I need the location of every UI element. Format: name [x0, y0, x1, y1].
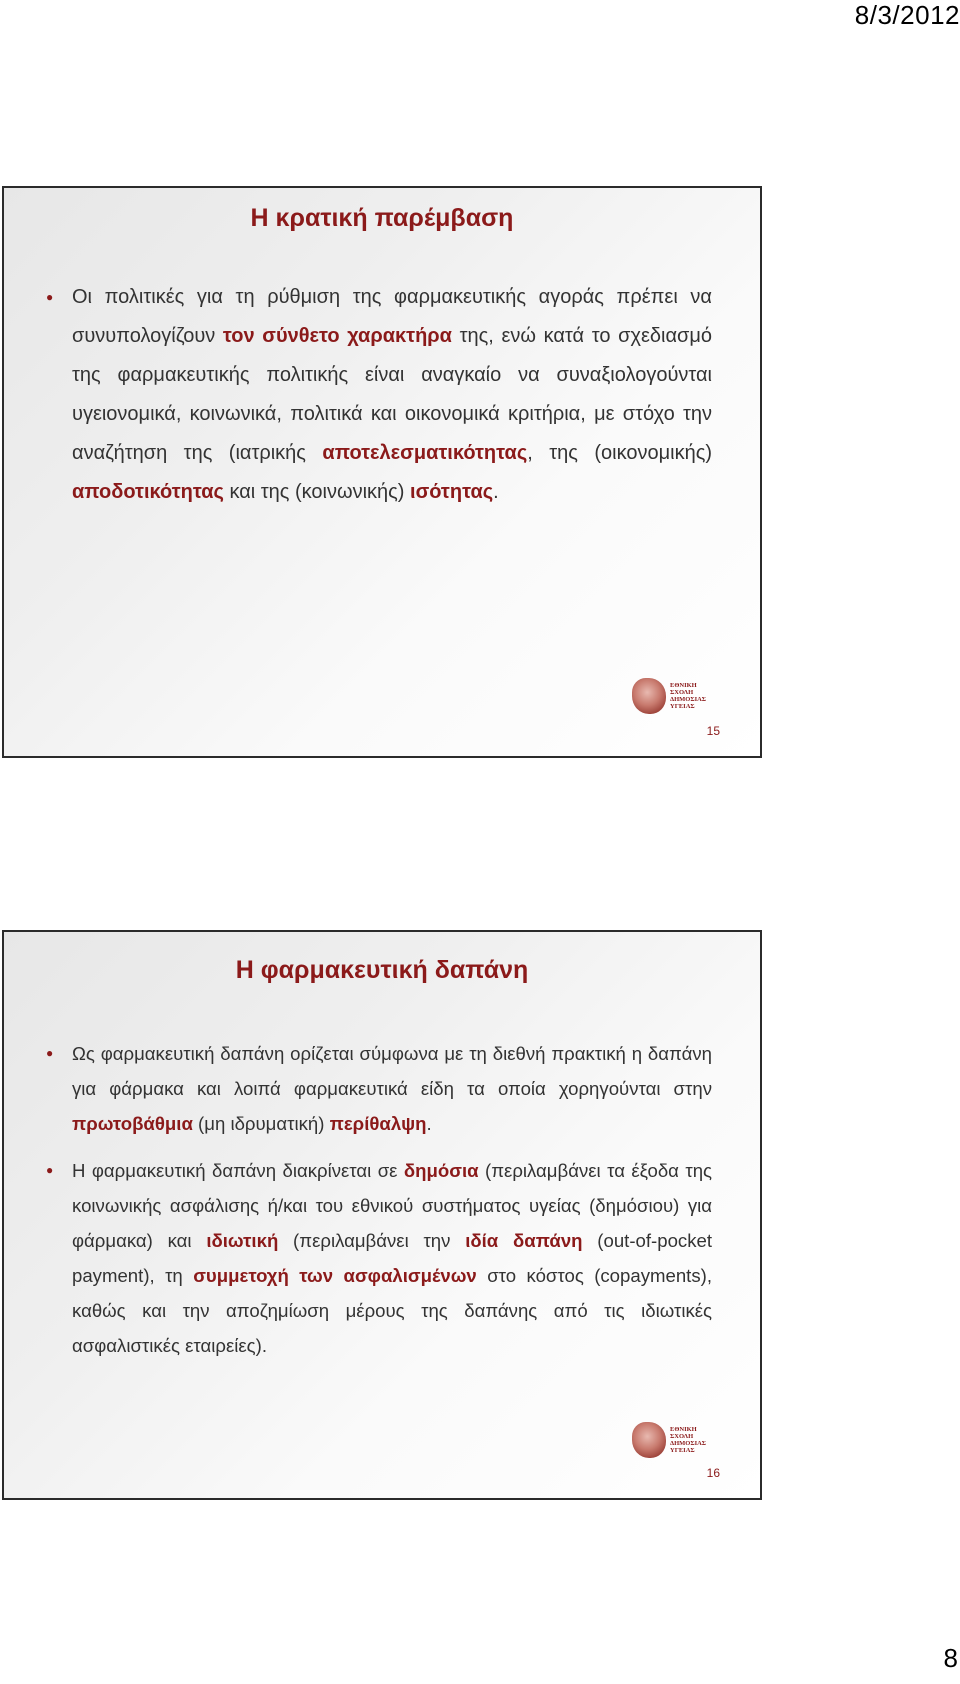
highlighted-term: περίθαλψη	[329, 1113, 427, 1134]
highlighted-term: ιδιωτική	[206, 1230, 279, 1251]
bullet-icon: ●	[46, 290, 54, 304]
logo-text	[670, 1426, 706, 1454]
slide-number: 16	[706, 1466, 720, 1480]
bullet-item	[42, 1153, 712, 1363]
slide-16	[2, 930, 762, 1500]
bullet-item	[42, 1036, 712, 1141]
logo-text-line: ΥΓΕΙΑΣ	[670, 703, 695, 710]
highlighted-term: ιδία δαπάνη	[465, 1230, 583, 1251]
text-run: Οι πολιτικές για τη ρύθμιση της φαρμακευτικής αγοράς πρέπει να συνυπολογίζουν	[72, 286, 712, 347]
highlighted-term: τον σύνθετο χαρακτήρα	[222, 325, 452, 347]
highlighted-term: ισότητας	[410, 481, 494, 503]
page-date: 8/3/2012	[854, 0, 960, 30]
highlighted-term: αποτελεσματικότητας	[322, 442, 528, 464]
bullet-list	[42, 278, 712, 512]
text-run: (περιλαμβάνει τα έξοδα της κοινωνικής ασφάλισης ή/και του εθνικού συστήματος υγείας (δημόσιου) για φάρμακα) και	[72, 1160, 713, 1251]
text-run: .	[426, 1113, 432, 1134]
text-run: , της (οικονομικής)	[527, 442, 712, 464]
logo-seal-icon	[632, 678, 666, 714]
bullet-list	[42, 1036, 712, 1375]
bullet-icon: ●	[46, 1163, 54, 1177]
logo-text-line: ΣΧΟΛΗ	[670, 1433, 694, 1440]
bullet-item	[42, 278, 712, 512]
logo-text-line: ΕΘΝΙΚΗ	[670, 682, 697, 689]
school-logo	[632, 1420, 714, 1460]
slide-15	[2, 186, 762, 758]
logo-text-line: ΕΘΝΙΚΗ	[670, 1426, 697, 1433]
text-run: (περιλαμβάνει την	[278, 1230, 466, 1251]
logo-text	[670, 682, 706, 710]
text-run: και της (κοινωνικής)	[223, 481, 411, 503]
slide-title: Η φαρμακευτική δαπάνη	[235, 956, 529, 984]
logo-text-line: ΔΗΜΟΣΙΑΣ	[670, 1440, 707, 1447]
bullet-text	[72, 1043, 712, 1134]
slide-title: Η κρατική παρέμβαση	[250, 204, 514, 232]
logo-text-line: ΔΗΜΟΣΙΑΣ	[670, 696, 707, 703]
bullet-text	[72, 286, 712, 503]
bullet-icon: ●	[46, 1046, 54, 1060]
school-logo	[632, 676, 714, 716]
highlighted-term: δημόσια	[403, 1160, 479, 1181]
text-run: στο κόστος (copayments), καθώς και την αποζημίωση μέρους της δαπάνης από τις ιδιωτικές ασφαλιστικές εταιρείες).	[72, 1265, 712, 1356]
text-run: Η φαρμακευτική δαπάνη διακρίνεται σε	[72, 1160, 404, 1181]
highlighted-term: συμμετοχή των ασφαλισμένων	[193, 1265, 477, 1286]
text-run: Ως φαρμακευτική δαπάνη ορίζεται σύμφωνα με τη διεθνή πρακτική η δαπάνη για φάρμακα και λοιπά φαρμακευτικά είδη τα οποία χορηγούνται στην	[72, 1043, 712, 1099]
text-run: (out-of-pocket payment), τη	[72, 1230, 713, 1286]
highlighted-term: πρωτοβάθμια	[72, 1113, 193, 1134]
slide-number: 15	[706, 724, 720, 738]
text-run: (μη ιδρυματική)	[192, 1113, 330, 1134]
logo-text-line: ΣΧΟΛΗ	[670, 689, 694, 696]
page-number: 8	[943, 1643, 958, 1673]
bullet-text	[72, 1160, 712, 1356]
highlighted-term: αποδοτικότητας	[72, 481, 224, 503]
text-run: .	[493, 481, 499, 503]
text-run: της, ενώ κατά το σχεδιασμό της φαρμακευτικής πολιτικής είναι αναγκαίο να συναξιολογούνται υγειονομικά, κοινωνικά, πολιτικά και οικονομικά κριτήρια, με στόχο την αναζήτηση της (ιατρικής	[72, 325, 712, 464]
logo-text-line: ΥΓΕΙΑΣ	[670, 1447, 695, 1454]
logo-seal-icon	[632, 1422, 666, 1458]
